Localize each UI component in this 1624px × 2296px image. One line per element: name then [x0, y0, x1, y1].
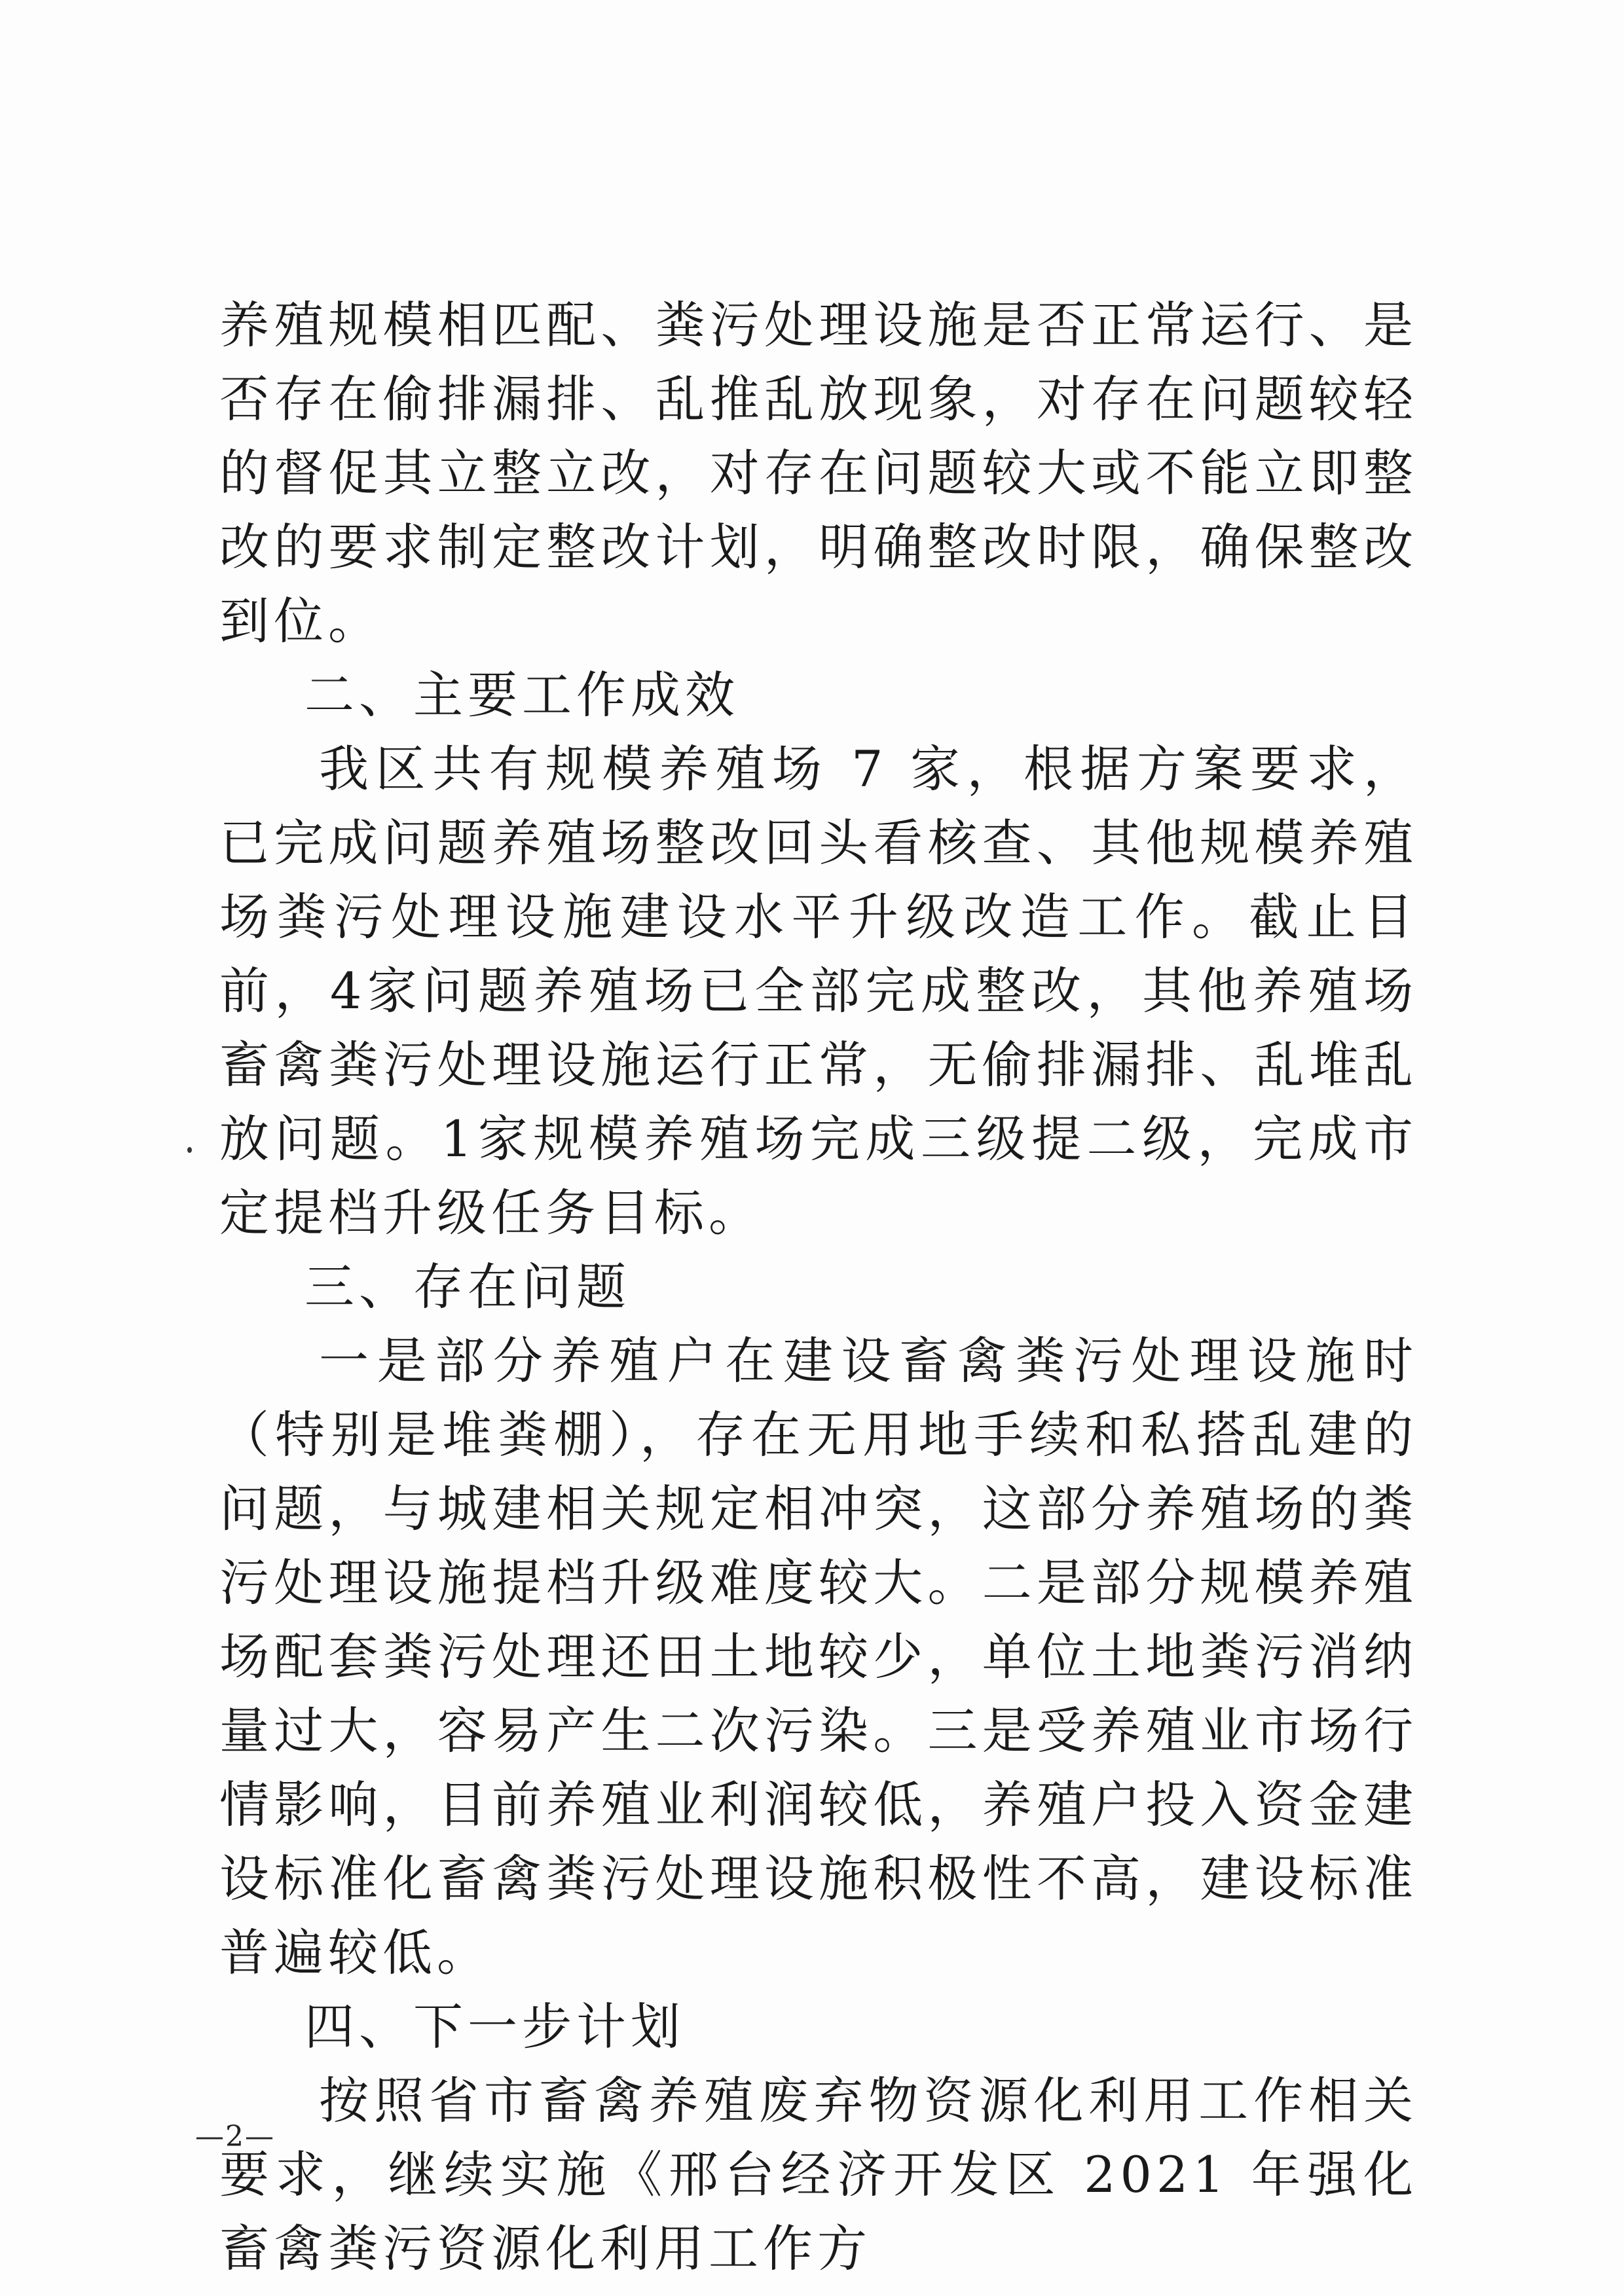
scan-speck — [187, 1147, 192, 1153]
page-number: —2— — [195, 2120, 275, 2153]
section-heading-problems: 三、存在问题 — [304, 1258, 631, 1316]
section-heading-next-plan: 四、下一步计划 — [304, 1997, 685, 2056]
paragraph-problems: 一是部分养殖户在建设畜禽粪污处理设施时（特别是堆粪棚），存在无用地手续和私搭乱建的问题，与城建相关规定相冲突，这部分养殖场的粪污处理设施提档升级难度较大。二是部分规模养殖场配套粪污处理还田土地较少，单位土地粪污消纳量过大，容易产生二次污染。三是受养殖业市场行情影响，目前养殖业利润较低，养殖户投入资金建设标准化畜禽粪污处理设施积极性不高，建设标准普遍较低。 — [219, 1332, 1418, 1982]
section-heading-main-results: 二、主要工作成效 — [304, 666, 739, 724]
paragraph-main-results: 我区共有规模养殖场 7 家，根据方案要求，已完成问题养殖场整改回头看核查、其他规模养殖场粪污处理设施建设水平升级改造工作。截止目前，4家问题养殖场已全部完成整改，其他养殖场畜禽粪污处理设施运行正常，无偷排漏排、乱堆乱放问题。1家规模养殖场完成三级提二级，完成市定提档升级任务目标。 — [219, 740, 1418, 1242]
paragraph-next-plan: 按照省市畜禽养殖废弃物资源化利用工作相关要求，继续实施《邢台经济开发区 2021 年强化畜禽粪污资源化利用工作方 — [219, 2071, 1418, 2278]
document-body — [219, 288, 1418, 2286]
paragraph-intro-continuation: 养殖规模相匹配、粪污处理设施是否正常运行、是否存在偷排漏排、乱推乱放现象，对存在问题较轻的督促其立整立改，对存在问题较大或不能立即整改的要求制定整改计划，明确整改时限，确保整改到位。 — [219, 296, 1418, 650]
